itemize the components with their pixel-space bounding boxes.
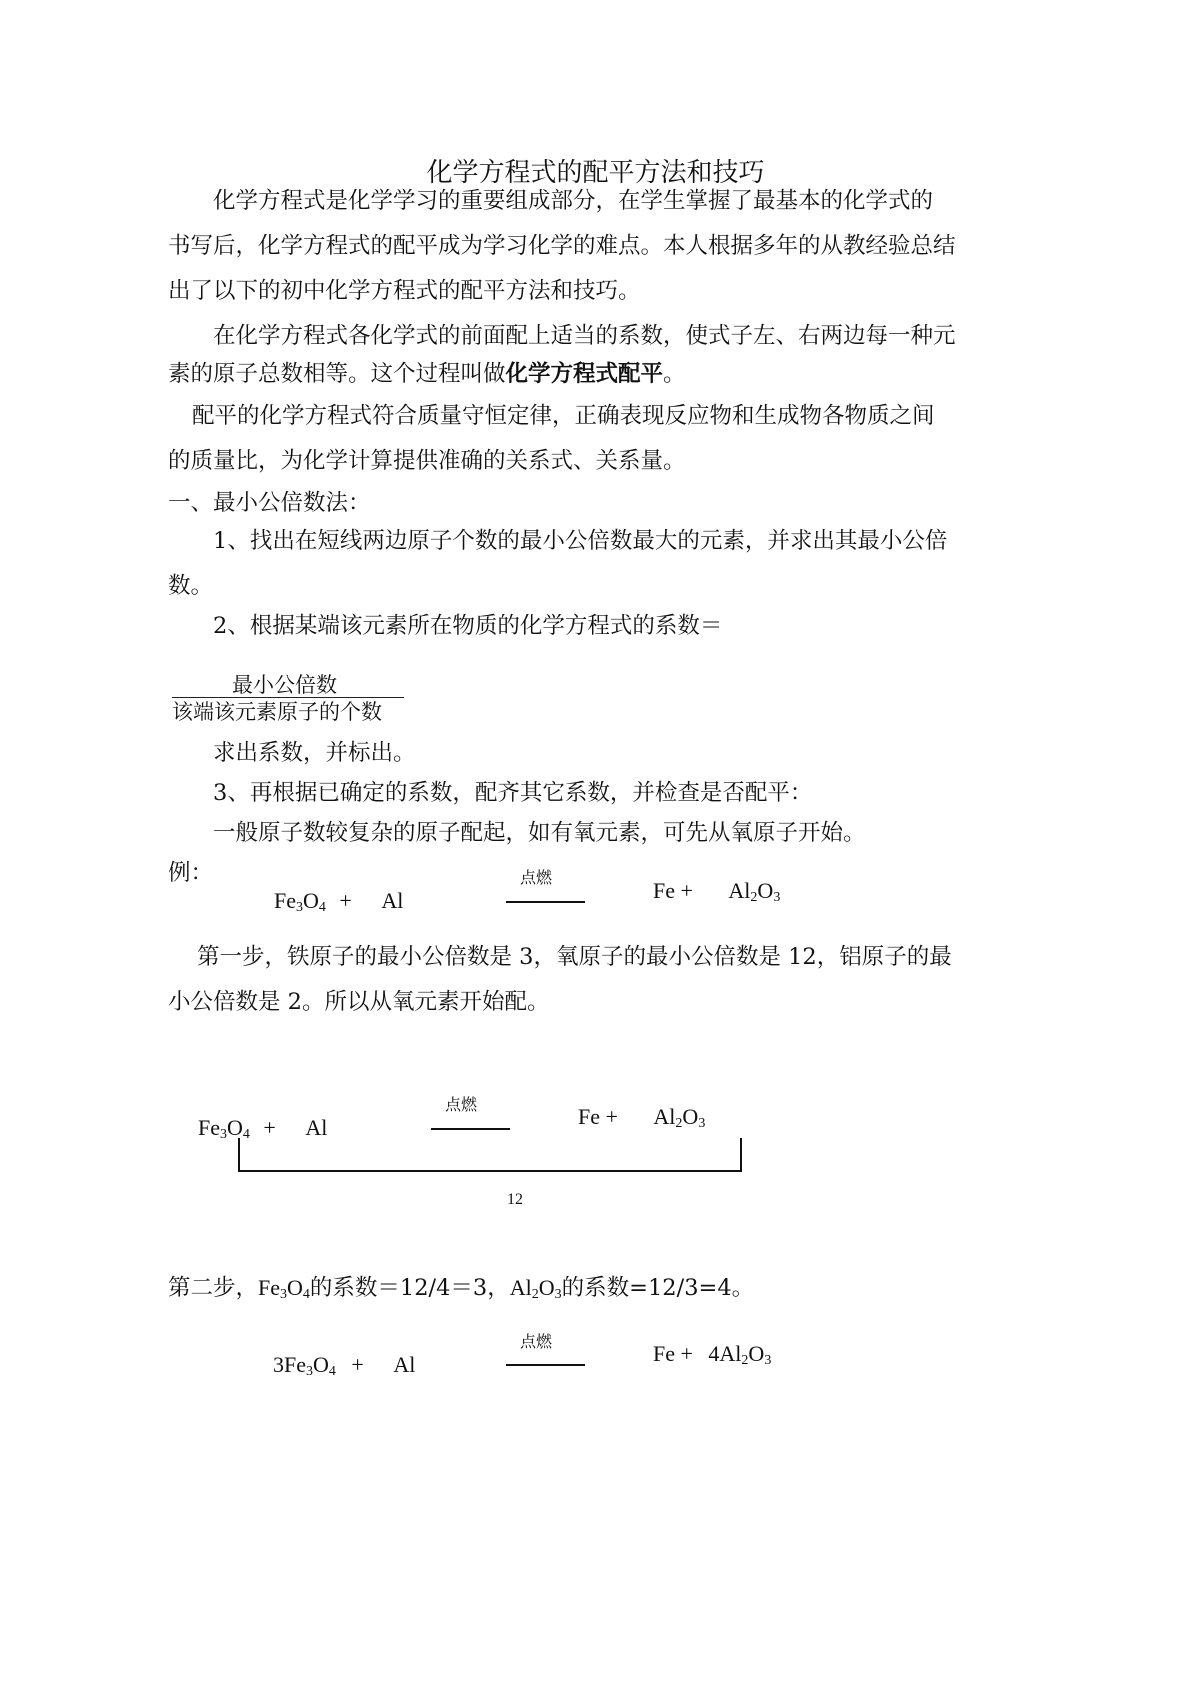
definition-end: 。 bbox=[663, 361, 686, 387]
condition-label: 点燃 bbox=[520, 1332, 553, 1351]
lcm-bracket bbox=[238, 1138, 742, 1172]
definition-text: 素的原子总数相等。这个过程叫做 bbox=[168, 361, 506, 387]
reaction-line bbox=[431, 1128, 510, 1130]
intro-line-3: 出了以下的初中化学方程式的配平方法和技巧。 bbox=[168, 278, 641, 304]
definition-term: 化学方程式配平 bbox=[505, 361, 664, 387]
lcm-label: 12 bbox=[507, 1191, 523, 1208]
step-two-coef-al2o3: 的系数=12/3=4。 bbox=[561, 1275, 755, 1301]
definition-line-2 bbox=[168, 359, 686, 389]
definition-line-1: 在化学方程式各化学式的前面配上适当的系数，使式子左、右两边每一种元 bbox=[213, 323, 956, 349]
fe-formula: Fe bbox=[653, 1341, 675, 1366]
step2-line: 2、根据某端该元素所在物质的化学方程式的系数＝ bbox=[213, 613, 723, 639]
step-one-line-1: 第一步，铁原子的最小公倍数是 3，氧原子的最小公倍数是 12，铝原子的最 bbox=[197, 944, 952, 970]
purpose-line-2: 的质量比，为化学计算提供准确的关系式、关系量。 bbox=[168, 448, 686, 474]
fe-formula: Fe bbox=[653, 878, 675, 903]
fe3o4-formula: $Fe_3O_4$ bbox=[198, 1115, 250, 1142]
step-two-coef-fe3o4: 的系数＝12/4＝3， bbox=[309, 1275, 510, 1301]
plus-sign: + bbox=[605, 1104, 618, 1129]
step3-line: 3、再根据已确定的系数，配齐其它系数，并检查是否配平： bbox=[213, 780, 813, 806]
example-label: 例： bbox=[168, 860, 214, 886]
equation-1-reactants bbox=[274, 888, 403, 914]
fe3o4-formula: $3Fe_3O_4$ bbox=[273, 1352, 336, 1379]
intro-line-1: 化学方程式是化学学习的重要组成部分，在学生掌握了最基本的化学式的 bbox=[213, 188, 934, 214]
plus-sign: + bbox=[351, 1352, 364, 1377]
equation-3-products bbox=[653, 1341, 771, 1367]
fraction-numerator: 最小公倍数 bbox=[232, 673, 337, 697]
fe-formula: Fe bbox=[578, 1104, 600, 1129]
equation-3-reactants bbox=[273, 1352, 415, 1378]
step-two-prefix: 第二步， bbox=[168, 1275, 259, 1301]
plus-sign: + bbox=[263, 1115, 276, 1140]
tip-line: 一般原子数较复杂的原子配起，如有氧元素，可先从氧原子开始。 bbox=[213, 820, 866, 846]
reaction-line bbox=[506, 1364, 585, 1366]
al2o3-formula: $Al_2O_3$ bbox=[653, 1104, 706, 1131]
step1-line-2: 数。 bbox=[168, 573, 214, 599]
page-title: 化学方程式的配平方法和技巧 bbox=[426, 158, 765, 188]
equation-1-products bbox=[653, 878, 780, 904]
al2o3-formula: $Al_2O_3$ bbox=[509, 1275, 562, 1302]
fe3o4-formula: $Fe_3O_4$ bbox=[258, 1275, 310, 1302]
al-formula: Al bbox=[393, 1352, 416, 1377]
al2o3-formula: $Al_2O_3$ bbox=[728, 878, 781, 905]
al2o3-formula: $4Al_2O_3$ bbox=[708, 1341, 772, 1368]
reaction-line bbox=[506, 901, 585, 903]
condition-label: 点燃 bbox=[520, 868, 553, 887]
step-one-line-2: 小公倍数是 2。所以从氧元素开始配。 bbox=[168, 989, 550, 1015]
al-formula: Al bbox=[381, 888, 404, 913]
fraction-denominator: 该端该元素原子的个数 bbox=[172, 700, 382, 724]
plus-sign: + bbox=[680, 878, 693, 903]
al-formula: Al bbox=[305, 1115, 328, 1140]
purpose-line-1: 配平的化学方程式符合质量守恒定律，正确表现反应物和生成物各物质之间 bbox=[192, 403, 935, 429]
step-two-line bbox=[168, 1273, 754, 1303]
plus-sign: + bbox=[680, 1341, 693, 1366]
condition-label: 点燃 bbox=[445, 1095, 478, 1114]
plus-sign: + bbox=[339, 888, 352, 913]
intro-line-2: 书写后，化学方程式的配平成为学习化学的难点。本人根据多年的从教经验总结 bbox=[168, 233, 956, 259]
step1-line-1: 1、找出在短线两边原子个数的最小公倍数最大的元素，并求出其最小公倍 bbox=[213, 528, 948, 554]
step2-end: 求出系数，并标出。 bbox=[213, 740, 416, 766]
section-heading: 一、最小公倍数法： bbox=[168, 490, 371, 516]
fe3o4-formula: $Fe_3O_4$ bbox=[274, 888, 326, 915]
equation-2-products bbox=[578, 1104, 705, 1130]
